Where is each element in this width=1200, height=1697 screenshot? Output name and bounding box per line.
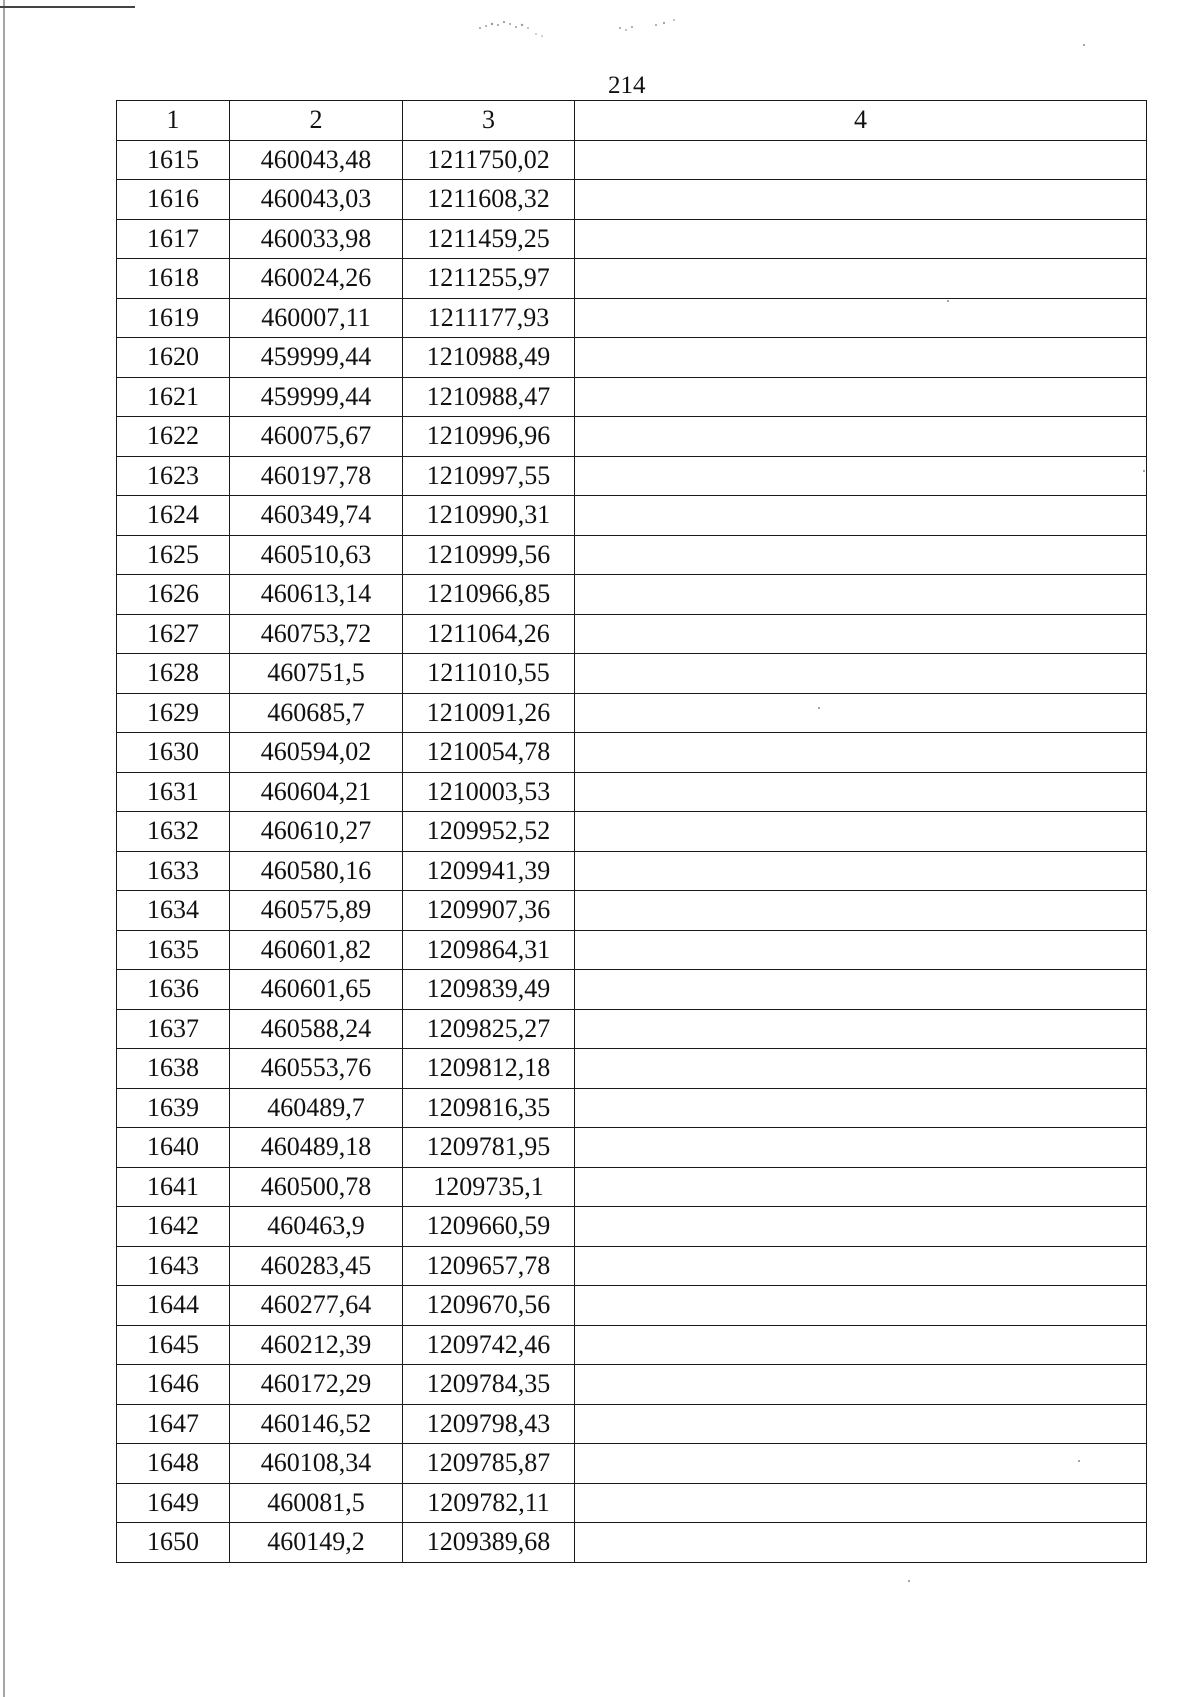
page-number: 214 — [608, 72, 646, 99]
table-cell-col-1: 1625 — [117, 535, 230, 575]
table-cell-col-1: 1646 — [117, 1365, 230, 1405]
column-header-1: 1 — [117, 101, 230, 141]
table-cell-col-4 — [575, 970, 1147, 1010]
table-row — [117, 298, 1147, 338]
table-cell-col-3: 1210996,96 — [403, 417, 575, 457]
table-cell-col-3: 1209389,68 — [403, 1523, 575, 1563]
scan-margin-line — [3, 0, 5, 1697]
column-header-2: 2 — [230, 101, 403, 141]
table-cell-col-2: 460463,9 — [230, 1207, 403, 1247]
table-row — [117, 1167, 1147, 1207]
table-cell-col-2: 460349,74 — [230, 496, 403, 536]
table-cell-col-3: 1209782,11 — [403, 1483, 575, 1523]
table-cell-col-4 — [575, 298, 1147, 338]
table-cell-col-3: 1211459,25 — [403, 219, 575, 259]
table-cell-col-3: 1209907,36 — [403, 891, 575, 931]
table-cell-col-3: 1209941,39 — [403, 851, 575, 891]
table-row — [117, 1444, 1147, 1484]
table-cell-col-1: 1622 — [117, 417, 230, 457]
table-cell-col-1: 1635 — [117, 930, 230, 970]
table-cell-col-1: 1628 — [117, 654, 230, 694]
table-cell-col-3: 1211255,97 — [403, 259, 575, 299]
table-row — [117, 851, 1147, 891]
table-row — [117, 1088, 1147, 1128]
table-cell-col-1: 1650 — [117, 1523, 230, 1563]
table-cell-col-2: 460489,18 — [230, 1128, 403, 1168]
table-cell-col-3: 1211177,93 — [403, 298, 575, 338]
table-row — [117, 891, 1147, 931]
table-cell-col-4 — [575, 1246, 1147, 1286]
scan-speck — [947, 300, 949, 302]
table-cell-col-4 — [575, 496, 1147, 536]
scan-speck — [1083, 44, 1085, 46]
table-cell-col-1: 1631 — [117, 772, 230, 812]
table-cell-col-3: 1209825,27 — [403, 1009, 575, 1049]
table-cell-col-2: 460146,52 — [230, 1404, 403, 1444]
table-cell-col-1: 1615 — [117, 140, 230, 180]
table-cell-col-3: 1210091,26 — [403, 693, 575, 733]
table-cell-col-1: 1641 — [117, 1167, 230, 1207]
table-cell-col-1: 1629 — [117, 693, 230, 733]
table-cell-col-2: 460685,7 — [230, 693, 403, 733]
scan-speck — [818, 707, 820, 709]
table-cell-col-2: 460043,48 — [230, 140, 403, 180]
table-cell-col-3: 1209785,87 — [403, 1444, 575, 1484]
table-cell-col-4 — [575, 930, 1147, 970]
table-cell-col-2: 460081,5 — [230, 1483, 403, 1523]
table-cell-col-4 — [575, 377, 1147, 417]
table-cell-col-2: 459999,44 — [230, 377, 403, 417]
table-cell-col-3: 1210997,55 — [403, 456, 575, 496]
table-cell-col-4 — [575, 1009, 1147, 1049]
table-cell-col-3: 1210988,49 — [403, 338, 575, 378]
table-cell-col-3: 1209812,18 — [403, 1049, 575, 1089]
table-cell-col-4 — [575, 1167, 1147, 1207]
table-cell-col-4 — [575, 338, 1147, 378]
table-cell-col-2: 460108,34 — [230, 1444, 403, 1484]
scan-speck — [908, 1580, 910, 1582]
table-cell-col-1: 1633 — [117, 851, 230, 891]
table-cell-col-1: 1645 — [117, 1325, 230, 1365]
table-cell-col-2: 460553,76 — [230, 1049, 403, 1089]
table-row — [117, 1128, 1147, 1168]
table-cell-col-4 — [575, 812, 1147, 852]
column-header-4: 4 — [575, 101, 1147, 141]
table-row — [117, 1009, 1147, 1049]
table-cell-col-2: 460024,26 — [230, 259, 403, 299]
table-cell-col-3: 1211064,26 — [403, 614, 575, 654]
table-row — [117, 456, 1147, 496]
table-row — [117, 417, 1147, 457]
table-cell-col-4 — [575, 733, 1147, 773]
table-cell-col-1: 1637 — [117, 1009, 230, 1049]
table-cell-col-2: 460277,64 — [230, 1286, 403, 1326]
table-cell-col-4 — [575, 180, 1147, 220]
table-cell-col-3: 1209781,95 — [403, 1128, 575, 1168]
table-cell-col-1: 1639 — [117, 1088, 230, 1128]
scan-noise-marks — [470, 10, 710, 40]
table-cell-col-1: 1638 — [117, 1049, 230, 1089]
coordinates-table — [116, 100, 1147, 1563]
table-cell-col-2: 460033,98 — [230, 219, 403, 259]
table-row — [117, 140, 1147, 180]
table-cell-col-2: 460601,65 — [230, 970, 403, 1010]
table-cell-col-2: 460212,39 — [230, 1325, 403, 1365]
table-body — [117, 140, 1147, 1562]
table-cell-col-4 — [575, 1444, 1147, 1484]
table-cell-col-3: 1209735,1 — [403, 1167, 575, 1207]
table-cell-col-3: 1209670,56 — [403, 1286, 575, 1326]
table-cell-col-3: 1210999,56 — [403, 535, 575, 575]
table-cell-col-4 — [575, 891, 1147, 931]
table-row — [117, 1365, 1147, 1405]
table-cell-col-3: 1211608,32 — [403, 180, 575, 220]
table-row — [117, 654, 1147, 694]
table-cell-col-4 — [575, 575, 1147, 615]
column-header-3: 3 — [403, 101, 575, 141]
table-cell-col-1: 1627 — [117, 614, 230, 654]
table-cell-col-2: 460751,5 — [230, 654, 403, 694]
table-cell-col-2: 460588,24 — [230, 1009, 403, 1049]
table-cell-col-1: 1630 — [117, 733, 230, 773]
table-row — [117, 733, 1147, 773]
table-cell-col-1: 1647 — [117, 1404, 230, 1444]
table-cell-col-1: 1644 — [117, 1286, 230, 1326]
table-cell-col-3: 1209742,46 — [403, 1325, 575, 1365]
table-cell-col-3: 1210054,78 — [403, 733, 575, 773]
table-cell-col-2: 460500,78 — [230, 1167, 403, 1207]
table-cell-col-3: 1209952,52 — [403, 812, 575, 852]
table-cell-col-1: 1636 — [117, 970, 230, 1010]
table-cell-col-2: 460007,11 — [230, 298, 403, 338]
table-cell-col-3: 1209657,78 — [403, 1246, 575, 1286]
table-cell-col-4 — [575, 1523, 1147, 1563]
table-cell-col-2: 459999,44 — [230, 338, 403, 378]
table-cell-col-3: 1210003,53 — [403, 772, 575, 812]
table-cell-col-2: 460613,14 — [230, 575, 403, 615]
scan-speck — [1078, 1460, 1080, 1462]
table-cell-col-3: 1210966,85 — [403, 575, 575, 615]
table-cell-col-2: 460604,21 — [230, 772, 403, 812]
table-cell-col-2: 460753,72 — [230, 614, 403, 654]
table-cell-col-1: 1624 — [117, 496, 230, 536]
table-cell-col-4 — [575, 851, 1147, 891]
table-cell-col-2: 460197,78 — [230, 456, 403, 496]
table-row — [117, 1523, 1147, 1563]
table-cell-col-1: 1649 — [117, 1483, 230, 1523]
table-cell-col-1: 1616 — [117, 180, 230, 220]
table-cell-col-1: 1632 — [117, 812, 230, 852]
table-cell-col-3: 1209660,59 — [403, 1207, 575, 1247]
table-row — [117, 772, 1147, 812]
table-cell-col-1: 1626 — [117, 575, 230, 615]
table-cell-col-1: 1621 — [117, 377, 230, 417]
table-row — [117, 693, 1147, 733]
table-cell-col-2: 460172,29 — [230, 1365, 403, 1405]
table-cell-col-3: 1210990,31 — [403, 496, 575, 536]
table-cell-col-4 — [575, 417, 1147, 457]
table-cell-col-4 — [575, 219, 1147, 259]
table-cell-col-1: 1618 — [117, 259, 230, 299]
table-row — [117, 1049, 1147, 1089]
table-row — [117, 1207, 1147, 1247]
table-header-row — [117, 101, 1147, 141]
table-cell-col-2: 460489,7 — [230, 1088, 403, 1128]
table-cell-col-1: 1623 — [117, 456, 230, 496]
table-cell-col-3: 1211750,02 — [403, 140, 575, 180]
table-cell-col-1: 1634 — [117, 891, 230, 931]
table-cell-col-4 — [575, 1286, 1147, 1326]
table-cell-col-4 — [575, 259, 1147, 299]
table-row — [117, 338, 1147, 378]
table-row — [117, 575, 1147, 615]
table-row — [117, 614, 1147, 654]
table-cell-col-4 — [575, 693, 1147, 733]
table-cell-col-4 — [575, 654, 1147, 694]
table-row — [117, 496, 1147, 536]
table-cell-col-2: 460601,82 — [230, 930, 403, 970]
table-cell-col-1: 1640 — [117, 1128, 230, 1168]
table-cell-col-1: 1619 — [117, 298, 230, 338]
table-cell-col-4 — [575, 1207, 1147, 1247]
table-cell-col-3: 1211010,55 — [403, 654, 575, 694]
table-cell-col-4 — [575, 1325, 1147, 1365]
table-cell-col-2: 460594,02 — [230, 733, 403, 773]
table-cell-col-2: 460283,45 — [230, 1246, 403, 1286]
table-row — [117, 1483, 1147, 1523]
table-row — [117, 1286, 1147, 1326]
table-cell-col-1: 1620 — [117, 338, 230, 378]
table-row — [117, 535, 1147, 575]
table-cell-col-1: 1648 — [117, 1444, 230, 1484]
table-cell-col-2: 460510,63 — [230, 535, 403, 575]
table-cell-col-1: 1643 — [117, 1246, 230, 1286]
table-row — [117, 219, 1147, 259]
table-cell-col-1: 1642 — [117, 1207, 230, 1247]
table-row — [117, 259, 1147, 299]
table-cell-col-3: 1209839,49 — [403, 970, 575, 1010]
table-cell-col-2: 460043,03 — [230, 180, 403, 220]
table-row — [117, 180, 1147, 220]
table-cell-col-2: 460149,2 — [230, 1523, 403, 1563]
table-cell-col-4 — [575, 772, 1147, 812]
table-row — [117, 1325, 1147, 1365]
table-row — [117, 1404, 1147, 1444]
table-cell-col-4 — [575, 140, 1147, 180]
table-cell-col-3: 1209816,35 — [403, 1088, 575, 1128]
scan-corner-mark — [0, 6, 135, 8]
table-cell-col-2: 460575,89 — [230, 891, 403, 931]
scan-speck — [1143, 470, 1145, 472]
table-cell-col-4 — [575, 1049, 1147, 1089]
table-cell-col-2: 460580,16 — [230, 851, 403, 891]
table-row — [117, 812, 1147, 852]
table-cell-col-3: 1210988,47 — [403, 377, 575, 417]
table-cell-col-2: 460075,67 — [230, 417, 403, 457]
table-cell-col-3: 1209864,31 — [403, 930, 575, 970]
table-row — [117, 1246, 1147, 1286]
table-cell-col-4 — [575, 614, 1147, 654]
table-cell-col-3: 1209784,35 — [403, 1365, 575, 1405]
table-row — [117, 377, 1147, 417]
table-row — [117, 930, 1147, 970]
table-cell-col-4 — [575, 1483, 1147, 1523]
table-cell-col-4 — [575, 1365, 1147, 1405]
table-cell-col-1: 1617 — [117, 219, 230, 259]
table-cell-col-3: 1209798,43 — [403, 1404, 575, 1444]
table-cell-col-4 — [575, 1404, 1147, 1444]
table-cell-col-2: 460610,27 — [230, 812, 403, 852]
table-cell-col-4 — [575, 1128, 1147, 1168]
table-row — [117, 970, 1147, 1010]
table-cell-col-4 — [575, 535, 1147, 575]
table-cell-col-4 — [575, 456, 1147, 496]
table-cell-col-4 — [575, 1088, 1147, 1128]
